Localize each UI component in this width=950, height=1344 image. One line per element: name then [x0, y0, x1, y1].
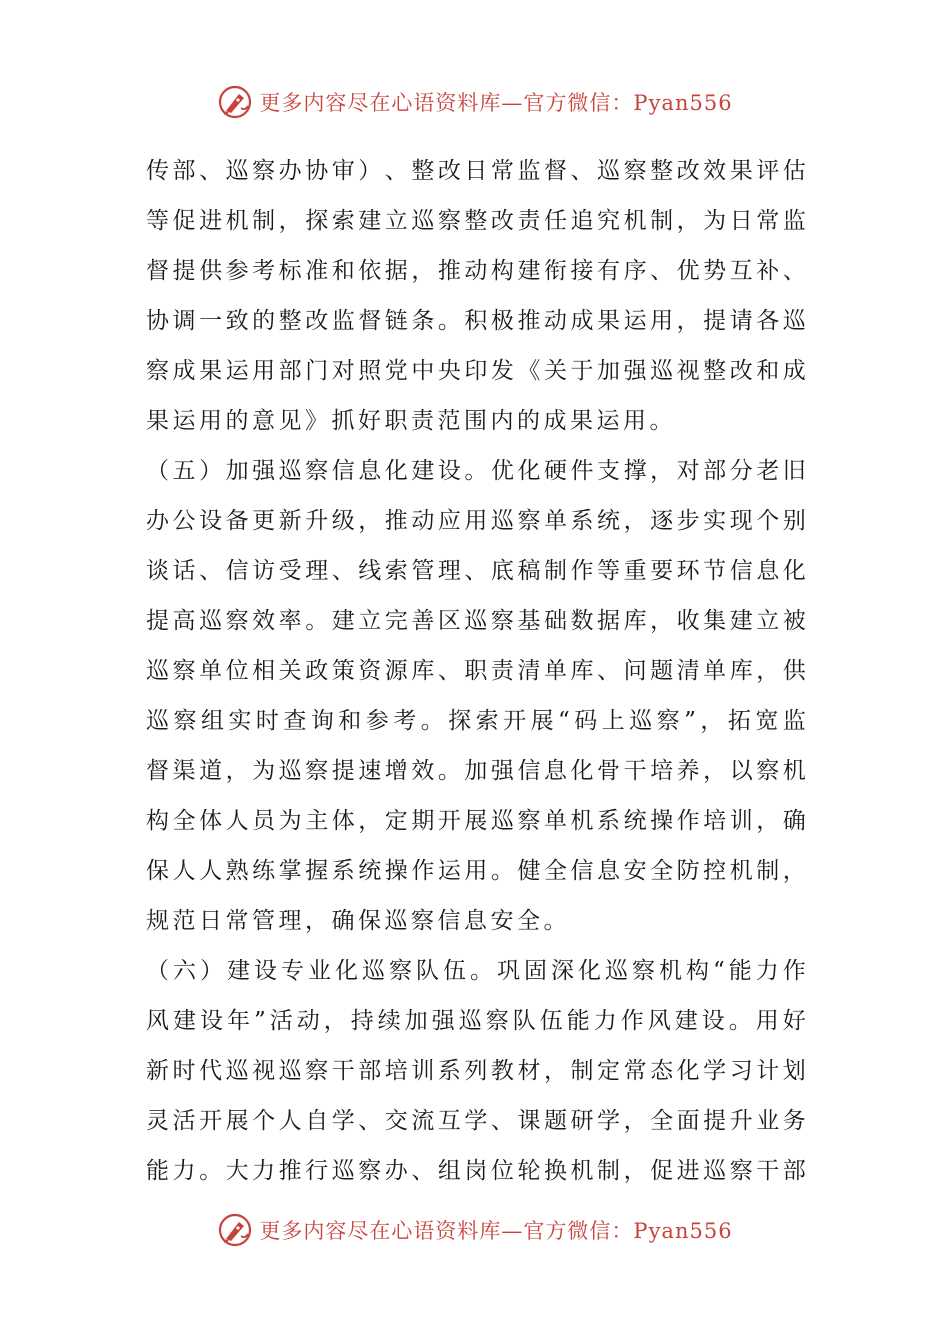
- pen-nib-logo-icon: [217, 1212, 253, 1248]
- text-line: 等 促 进 机 制 ， 探 索 建 立 巡 察 整 改 责 任 追 究 机 制 ， 为 日 常 监: [146, 208, 806, 234]
- pen-nib-logo-icon: [217, 84, 253, 120]
- text-line: 督 提 供 参 考 标 准 和 依 据 ， 推 动 构 建 衔 接 有 序 、 优 势 互 补 、: [146, 258, 806, 284]
- text-line: 察 成 果 运 用 部 门 对 照 党 中 央 印 发 《 关 于 加 强 巡 视 整 改 和 成: [146, 358, 806, 384]
- text-line: 风 建 设 年 ” 活 动 ， 持 续 加 强 巡 察 队 伍 能 力 作 风 建 设 。 用 好: [146, 1008, 806, 1034]
- text-line: 规范日常管理，确保巡察信息安全。: [146, 908, 570, 934]
- header-banner-text: 更多内容尽在心语资料库—官方微信：Pyan556: [259, 91, 733, 115]
- text-line: 传 部 、 巡 察 办 协 审 ） 、 整 改 日 常 监 督 、 巡 察 整 改 效 果 评 估: [146, 158, 806, 184]
- document-body: [146, 146, 806, 1196]
- text-line: （ 五 ） 加 强 巡 察 信 息 化 建 设 。 优 化 硬 件 支 撑 ， 对 部 分 老 旧: [146, 458, 806, 484]
- text-line: 巡 察 组 实 时 查 询 和 参 考 。 探 索 开 展 “ 码 上 巡 察 ” ， 拓 宽 监: [146, 708, 806, 734]
- text-line: 灵 活 开 展 个 人 自 学 、 交 流 互 学 、 课 题 研 学 ， 全 面 提 升 业 务: [146, 1108, 806, 1134]
- text-line: 协 调 一 致 的 整 改 监 督 链 条 。 积 极 推 动 成 果 运 用 ， 提 请 各 巡: [146, 308, 806, 334]
- header-banner: [0, 82, 950, 122]
- text-line: 能 力 。 大 力 推 行 巡 察 办 、 组 岗 位 轮 换 机 制 ， 促 进 巡 察 干 部: [146, 1158, 806, 1184]
- text-line: 巡 察 单 位 相 关 政 策 资 源 库 、 职 责 清 单 库 、 问 题 清 单 库 ， 供: [146, 658, 806, 684]
- text-line: 新 时 代 巡 视 巡 察 干 部 培 训 系 列 教 材 ， 制 定 常 态 化 学 习 计 划: [146, 1058, 806, 1084]
- text-line: 保 人 人 熟 练 掌 握 系 统 操 作 运 用 。 健 全 信 息 安 全 防 控 机 制 ，: [146, 858, 806, 884]
- text-line: 果运用的意见》抓好职责范围内的成果运用。: [146, 408, 676, 434]
- text-line: 督 渠 道 ， 为 巡 察 提 速 增 效 。 加 强 信 息 化 骨 干 培 养 ， 以 察 机: [146, 758, 806, 784]
- footer-banner-text: 更多内容尽在心语资料库—官方微信：Pyan556: [259, 1219, 733, 1243]
- footer-banner: [0, 1210, 950, 1250]
- text-line: 办 公 设 备 更 新 升 级 ， 推 动 应 用 巡 察 单 系 统 ， 逐 步 实 现 个 别: [146, 508, 806, 534]
- text-line: （ 六 ） 建 设 专 业 化 巡 察 队 伍 。 巩 固 深 化 巡 察 机 构 “ 能 力 作: [146, 958, 806, 984]
- text-line: 构 全 体 人 员 为 主 体 ， 定 期 开 展 巡 察 单 机 系 统 操 作 培 训 ， 确: [146, 808, 806, 834]
- text-line: 提 高 巡 察 效 率 。 建 立 完 善 区 巡 察 基 础 数 据 库 ， 收 集 建 立 被: [146, 608, 806, 634]
- text-line: 谈 话 、 信 访 受 理 、 线 索 管 理 、 底 稿 制 作 等 重 要 环 节 信 息 化: [146, 558, 806, 584]
